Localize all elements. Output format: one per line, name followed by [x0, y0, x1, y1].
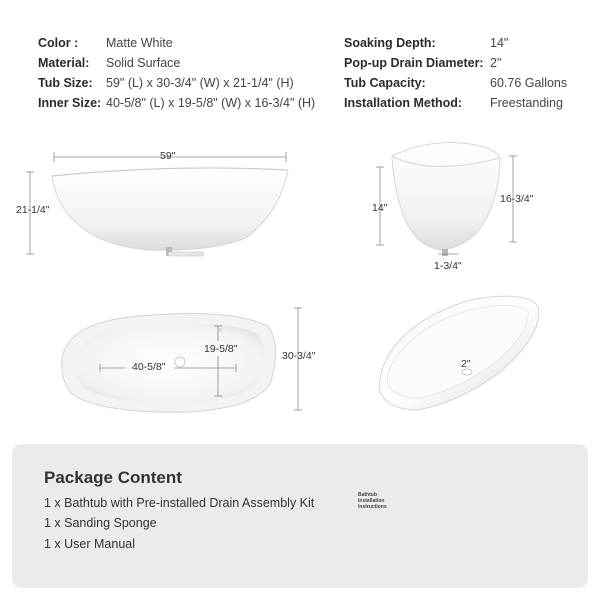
- spec-label: Installation Method:: [344, 96, 463, 110]
- package-title: Package Content: [44, 468, 182, 487]
- package-item-sponge: 1 x Sanding Sponge: [44, 516, 157, 530]
- spec-label: Inner Size:: [38, 96, 102, 110]
- package-item-bathtub: 1 x Bathtub with Pre-installed Drain Assembly Kit: [44, 496, 315, 510]
- dim-top-inner-width: 19-5/8": [204, 343, 238, 355]
- package-item-manual: 1 x User Manual: [44, 537, 136, 551]
- dim-side-height: 21-1/4": [16, 204, 50, 216]
- spec-value: Matte White: [106, 36, 173, 50]
- spec-value: 40-5/8" (L) x 19-5/8" (W) x 16-3/4" (H): [106, 96, 316, 110]
- spec-value: 59" (L) x 30-3/4" (W) x 21-1/4" (H): [106, 76, 294, 90]
- dim-top-width: 30-3/4": [282, 350, 316, 362]
- tub-angled-view: [380, 296, 539, 410]
- spec-value: 60.76 Gallons: [490, 76, 568, 90]
- spec-value: 2": [490, 56, 502, 70]
- spec-label: Tub Capacity:: [344, 76, 426, 90]
- dim-top-inner-length: 40-5/8": [132, 361, 166, 373]
- tub-end-view: [392, 143, 500, 257]
- dim-end-inner-height: 16-3/4": [500, 193, 534, 205]
- spec-label: Pop-up Drain Diameter:: [344, 56, 484, 70]
- dim-end-depth: 14": [372, 202, 388, 214]
- spec-value: Freestanding: [490, 96, 563, 110]
- spec-label: Soaking Depth:: [344, 36, 436, 50]
- tub-side-view: [52, 168, 288, 256]
- spec-label: Color :: [38, 36, 79, 50]
- spec-value: Solid Surface: [106, 56, 181, 70]
- spec-label: Material:: [38, 56, 90, 70]
- dim-side-length: 59": [160, 150, 176, 162]
- dim-end-drain: 1-3/4": [434, 260, 462, 272]
- manual-cover-title: Bathtub Installation Instructions: [358, 492, 387, 510]
- spec-label: Tub Size:: [38, 76, 93, 90]
- spec-value: 14": [490, 36, 509, 50]
- dim-drain-diameter: 2": [461, 358, 471, 370]
- tub-top-view: [62, 314, 276, 413]
